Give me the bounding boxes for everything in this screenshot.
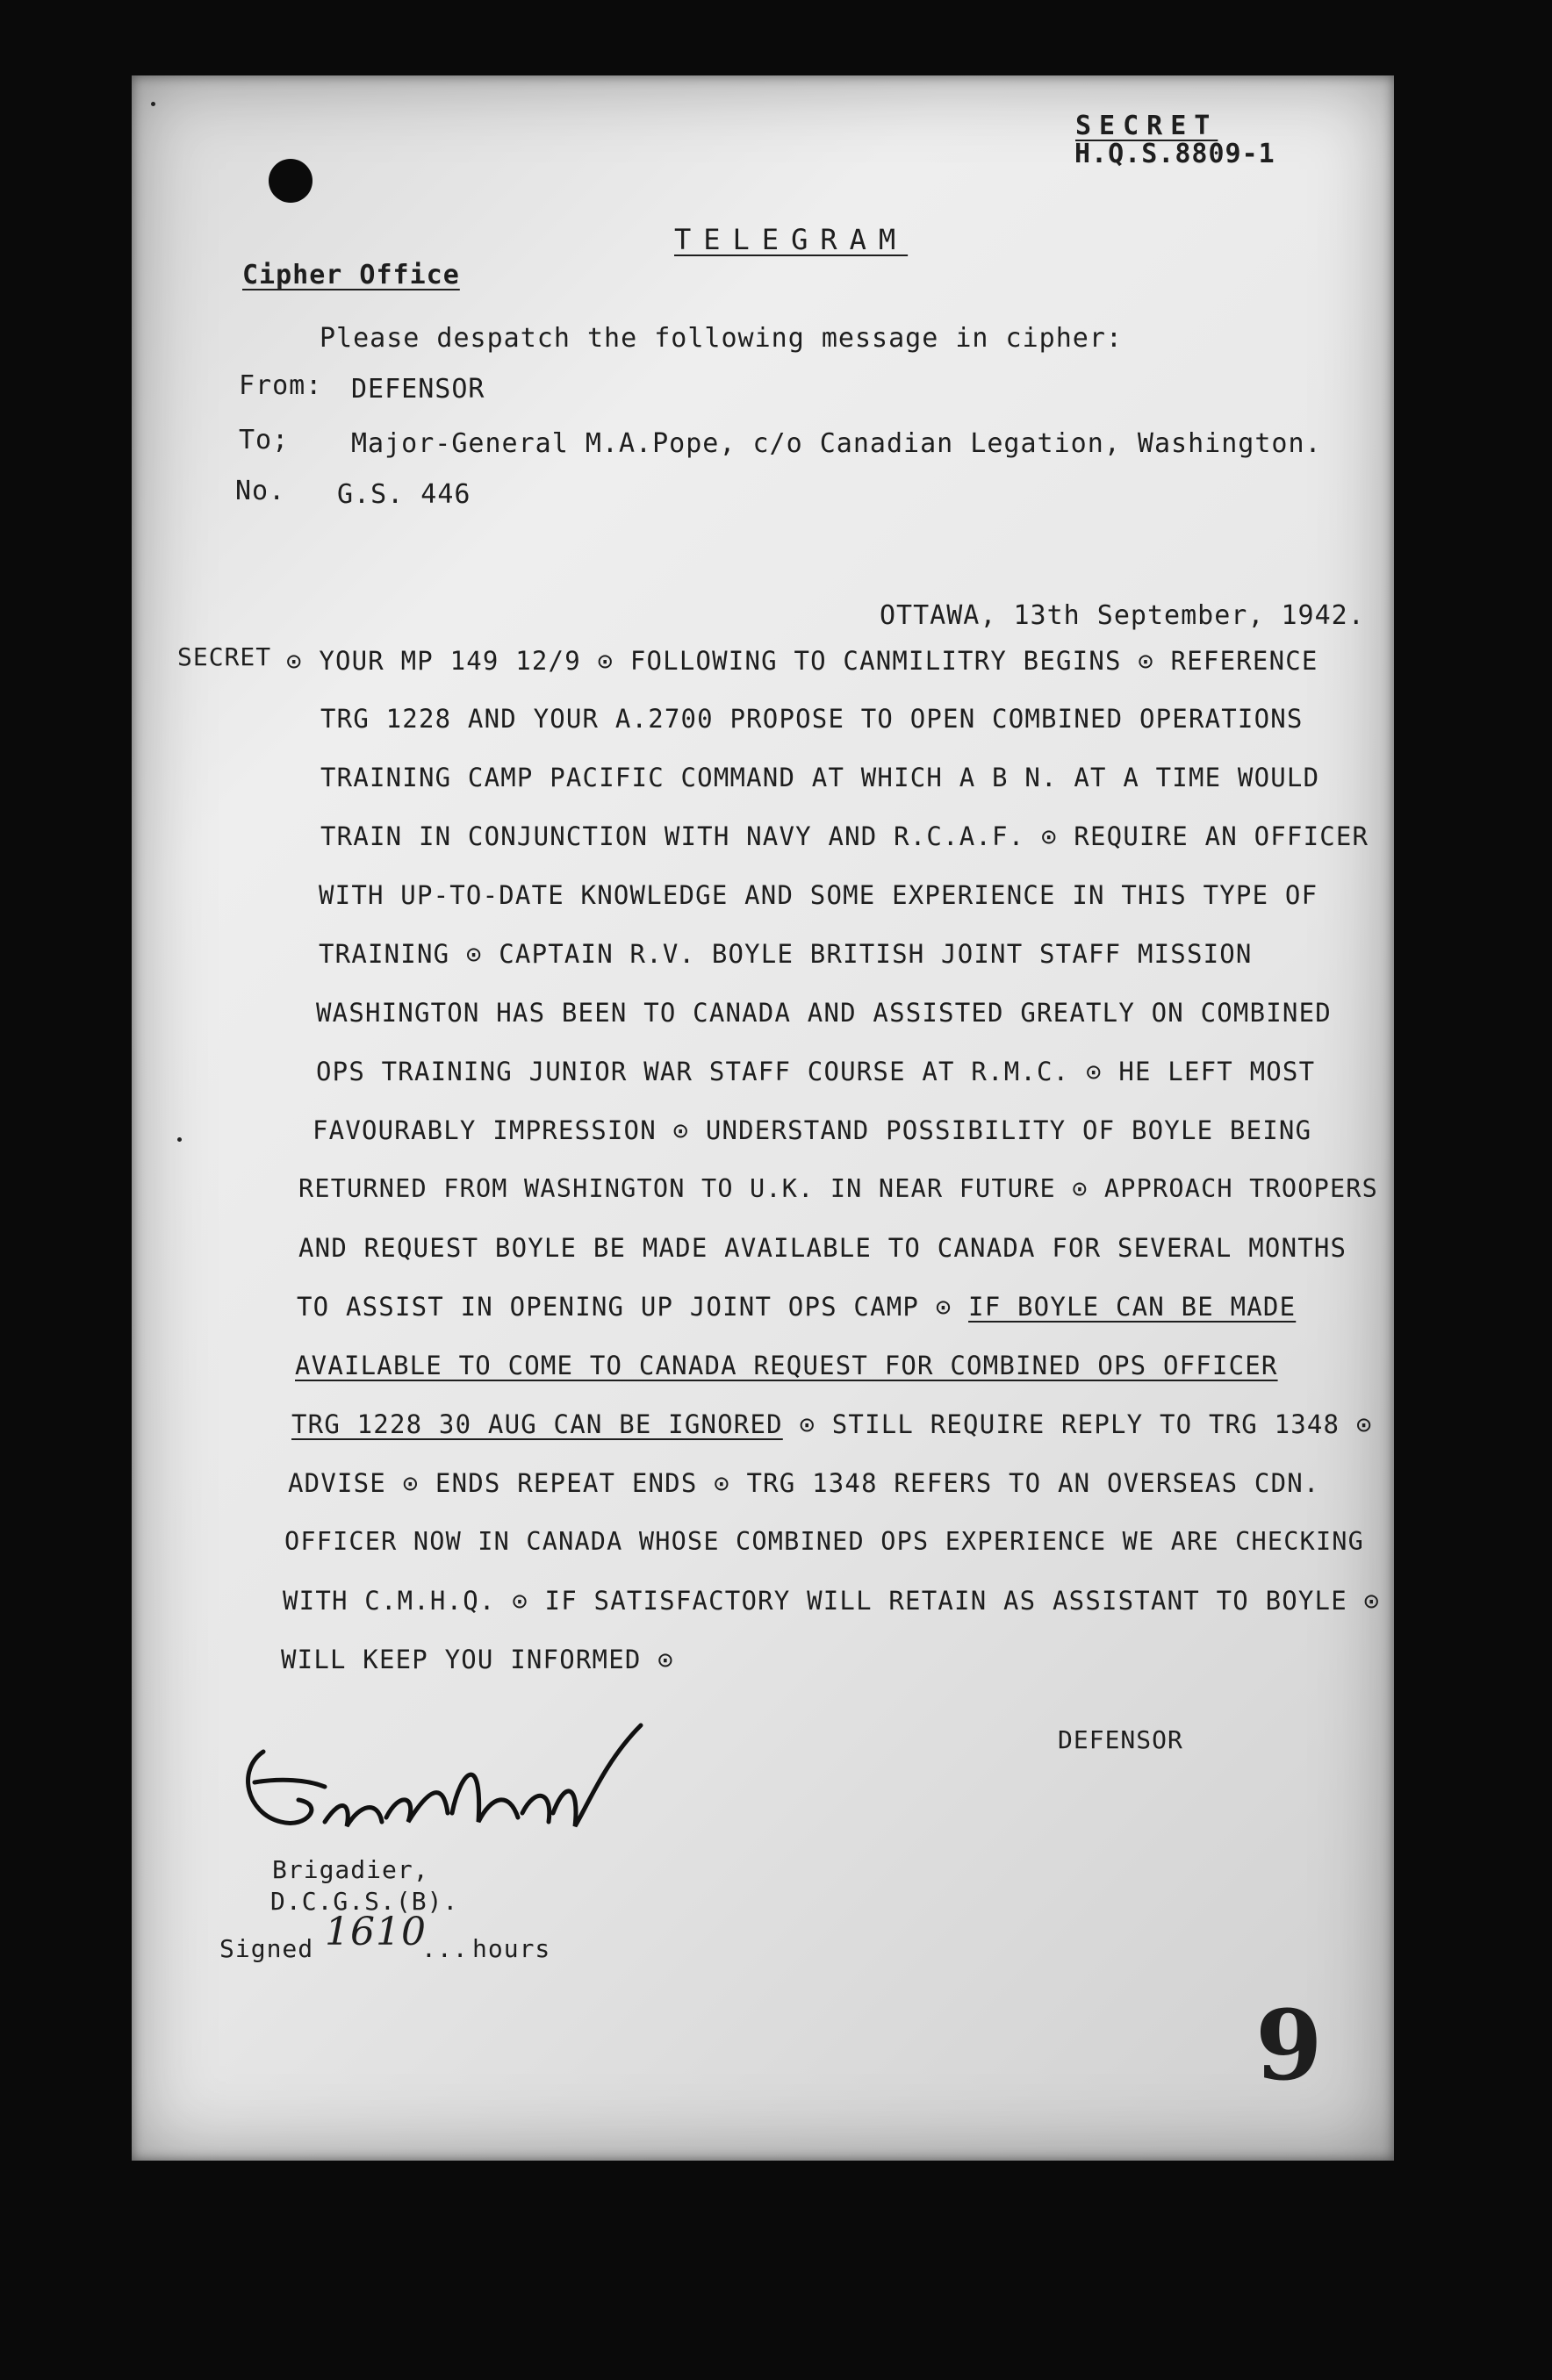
- place-date: OTTAWA, 13th September, 1942.: [880, 600, 1365, 631]
- signed-dots: ...: [421, 1934, 469, 1963]
- message-line: TRAIN IN CONJUNCTION WITH NAVY AND R.C.A.F. ⊙ REQUIRE AN OFFICER: [320, 821, 1369, 851]
- message-line: ADVISE ⊙ ENDS REPEAT ENDS ⊙ TRG 1348 REFERS TO AN OVERSEAS CDN.: [288, 1468, 1320, 1498]
- to-value: Major-General M.A.Pope, c/o Canadian Legation, Washington.: [351, 428, 1322, 459]
- from-value: DEFENSOR: [351, 374, 485, 405]
- number-value: G.S. 446: [337, 479, 471, 510]
- message-line: TRG 1228 30 AUG CAN BE IGNORED ⊙ STILL REQUIRE REPLY TO TRG 1348 ⊙: [291, 1409, 1373, 1439]
- message-line: AND REQUEST BOYLE BE MADE AVAILABLE TO CANADA FOR SEVERAL MONTHS: [298, 1233, 1347, 1263]
- underlined-text: IF BOYLE CAN BE MADE: [968, 1292, 1297, 1322]
- classification-stamp: SECRET: [1075, 111, 1218, 141]
- underlined-message-line: AVAILABLE TO COME TO CANADA REQUEST FOR COMBINED OPS OFFICER: [295, 1351, 1278, 1380]
- signed-time-handwritten: 1610: [325, 1910, 427, 1954]
- telegram-page: [132, 75, 1394, 2161]
- message-line: TO ASSIST IN OPENING UP JOINT OPS CAMP ⊙ IF BOYLE CAN BE MADE: [297, 1292, 1297, 1322]
- from-label: From:: [239, 370, 323, 401]
- to-label: To;: [239, 425, 290, 455]
- signatory-title: D.C.G.S.(B).: [270, 1887, 459, 1916]
- message-line: FAVOURABLY IMPRESSION ⊙ UNDERSTAND POSSIBILITY OF BOYLE BEING: [313, 1115, 1312, 1145]
- message-line: ⊙ YOUR MP 149 12/9 ⊙ FOLLOWING TO CANMILITRY BEGINS ⊙ REFERENCE: [286, 646, 1318, 676]
- ink-speck: [177, 1137, 182, 1142]
- underlined-text: TRG 1228 30 AUG CAN BE IGNORED: [291, 1409, 783, 1439]
- ink-speck: [151, 102, 155, 106]
- hours-label: hours: [472, 1934, 551, 1963]
- message-line: OFFICER NOW IN CANADA WHOSE COMBINED OPS EXPERIENCE WE ARE CHECKING: [284, 1527, 1365, 1556]
- message-line: WASHINGTON HAS BEEN TO CANADA AND ASSISTED GREATLY ON COMBINED: [316, 998, 1332, 1028]
- message-line: TRAINING ⊙ CAPTAIN R.V. BOYLE BRITISH JOINT STAFF MISSION: [319, 939, 1253, 969]
- message-line: TRAINING CAMP PACIFIC COMMAND AT WHICH A B N. AT A TIME WOULD: [320, 763, 1320, 792]
- message-line: WITH C.M.H.Q. ⊙ IF SATISFACTORY WILL RETAIN AS ASSISTANT TO BOYLE ⊙: [283, 1586, 1381, 1616]
- telegram-title: TELEGRAM: [674, 223, 909, 256]
- signed-label: Signed: [219, 1934, 314, 1963]
- page-number-handwritten: 9: [1255, 1989, 1324, 2102]
- sender-signoff: DEFENSOR: [1058, 1725, 1183, 1754]
- message-line: WILL KEEP YOU INFORMED ⊙: [281, 1645, 674, 1674]
- cipher-instruction: Please despatch the following message in cipher:: [320, 323, 1123, 354]
- message-line: OPS TRAINING JUNIOR WAR STAFF COURSE AT R.M.C. ⊙ HE LEFT MOST: [316, 1057, 1316, 1086]
- message-secret-prefix: SECRET: [177, 642, 272, 671]
- cipher-office-label: Cipher Office: [242, 260, 460, 290]
- file-reference: H.Q.S.8809-1: [1074, 139, 1275, 169]
- signatory-rank: Brigadier,: [272, 1855, 429, 1884]
- punch-hole: [269, 159, 313, 203]
- message-line: WITH UP-TO-DATE KNOWLEDGE AND SOME EXPERIENCE IN THIS TYPE OF: [319, 880, 1318, 910]
- number-label: No.: [235, 476, 286, 506]
- message-line: TRG 1228 AND YOUR A.2700 PROPOSE TO OPEN COMBINED OPERATIONS: [320, 704, 1304, 734]
- message-line: RETURNED FROM WASHINGTON TO U.K. IN NEAR FUTURE ⊙ APPROACH TROOPERS: [298, 1174, 1379, 1203]
